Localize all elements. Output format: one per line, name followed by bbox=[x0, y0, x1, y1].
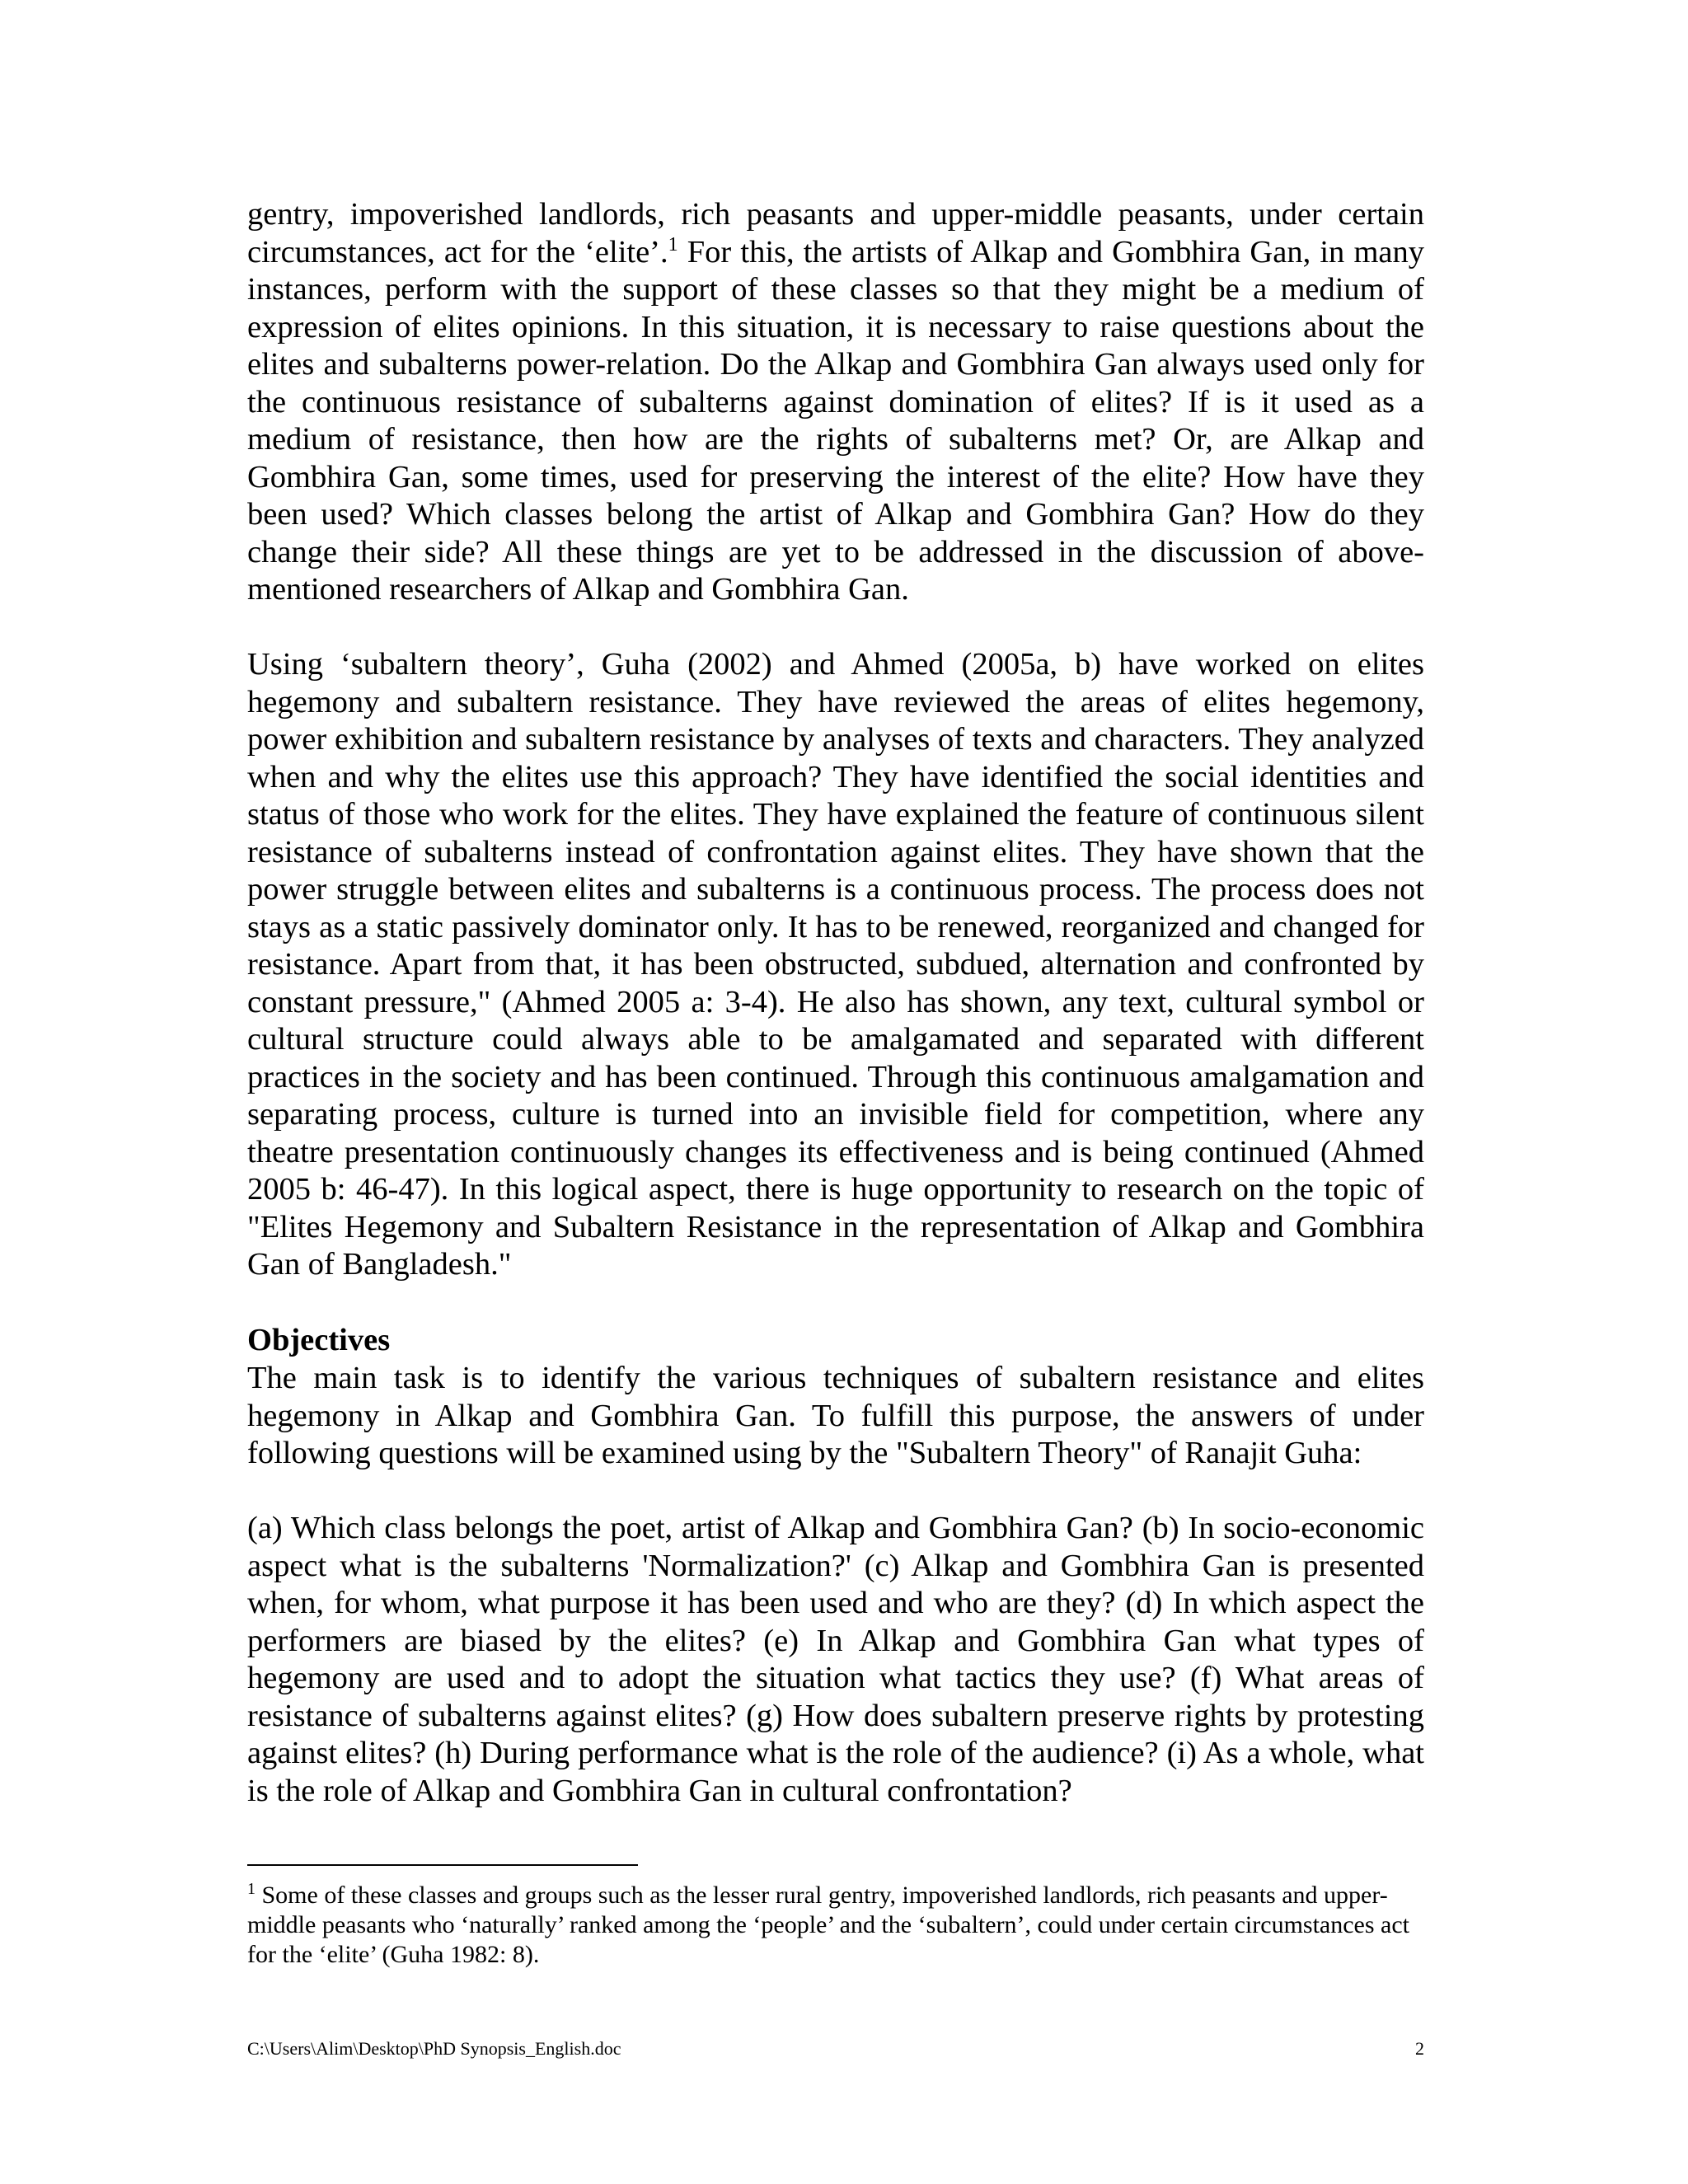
paragraph-1-text-start: gentry, impoverished landlords, rich peasants and upper-middle peasants, under certain circumstances, act for the ‘elite’. bbox=[247, 197, 1424, 269]
footnote-text: Some of these classes and groups such as the lesser rural gentry, impoverished landlords, rich peasants and upper-middle peasants who ‘naturally’ ranked among the ‘people’ and the ‘subaltern’, could under certain circumstances act for the ‘elite’ (Guha 1982: 8). bbox=[247, 1882, 1409, 1968]
body-paragraph-2: Using ‘subaltern theory’, Guha (2002) and Ahmed (2005a, b) have worked on elites hegemony and subaltern resistance. They have reviewed the areas of elites hegemony, power exhibition and subaltern resistance by analyses of texts and characters. They analyzed when and why the elites use this approach? They have identified the social identities and status of those who work for the elites. They have explained the feature of continuous silent resistance of subalterns instead of confrontation against elites. They have shown that the power struggle between elites and subalterns is a continuous process. The process does not stays as a static passively dominator only. It has to be renewed, reorganized and changed for resistance. Apart from that, it has been obstructed, subdued, alternation and confronted by constant pressure," (Ahmed 2005 a: 3-4). He also has shown, any text, cultural symbol or cultural structure could always able to be amalgamated and separated with different practices in the society and has been continued. Through this continuous amalgamation and separating process, culture is turned into an invisible field for competition, where any theatre presentation continuously changes its effectiveness and is being continued (Ahmed 2005 b: 46-47). In this logical aspect, there is huge opportunity to research on the topic of "Elites Hegemony and Subaltern Resistance in the representation of Alkap and Gombhira Gan of Bangladesh." bbox=[247, 647, 1424, 1282]
footnote-1 bbox=[247, 1881, 1424, 1970]
objectives-paragraph: The main task is to identify the various techniques of subaltern resistance and elites hegemony in Alkap and Gombhira Gan. To fulfill this purpose, the answers of under following questions will be examined using by the "Subaltern Theory" of Ranajit Guha: bbox=[247, 1361, 1424, 1470]
footer-file-path: C:\Users\Alim\Desktop\PhD Synopsis_English.doc bbox=[247, 2038, 621, 2059]
body-paragraph-1 bbox=[247, 196, 1424, 609]
footnote-separator bbox=[247, 1864, 638, 1866]
paragraph-1-text-end: For this, the artists of Alkap and Gombhira Gan, in many instances, perform with the support of these classes so that they might be a medium of expression of elites opinions. In this situation, it is necessary to raise questions about the elites and subalterns power-relation. Do the Alkap and Gombhira Gan always used only for the continuous resistance of subalterns against domination of elites? If is it used as a medium of resistance, then how are the rights of subalterns met? Or, are Alkap and Gombhira Gan, some times, used for preserving the interest of the elite? How have they been used? Which classes belong the artist of Alkap and Gombhira Gan? How do they change their side? All these things are yet to be addressed in the discussion of above-mentioned researchers of Alkap and Gombhira Gan. bbox=[247, 234, 1424, 607]
research-questions-paragraph: (a) Which class belongs the poet, artist of Alkap and Gombhira Gan? (b) In socio-economic aspect what is the subalterns 'Normalization?' (c) Alkap and Gombhira Gan is presented when, for whom, what purpose it has been used and who are they? (d) In which aspect the performers are biased by the elites? (e) In Alkap and Gombhira Gan what types of hegemony are used and to adopt the situation what tactics they use? (f) What areas of resistance of subalterns against elites? (g) How does subaltern preserve rights by protesting against elites? (h) During performance what is the role of the audience? (i) As a whole, what is the role of Alkap and Gombhira Gan in cultural confrontation? bbox=[247, 1511, 1424, 1808]
footnote-marker: 1 bbox=[247, 1880, 256, 1898]
page-number: 2 bbox=[1415, 2038, 1424, 2059]
footnote-reference-1: 1 bbox=[668, 233, 678, 255]
objectives-heading: Objectives bbox=[247, 1323, 391, 1357]
